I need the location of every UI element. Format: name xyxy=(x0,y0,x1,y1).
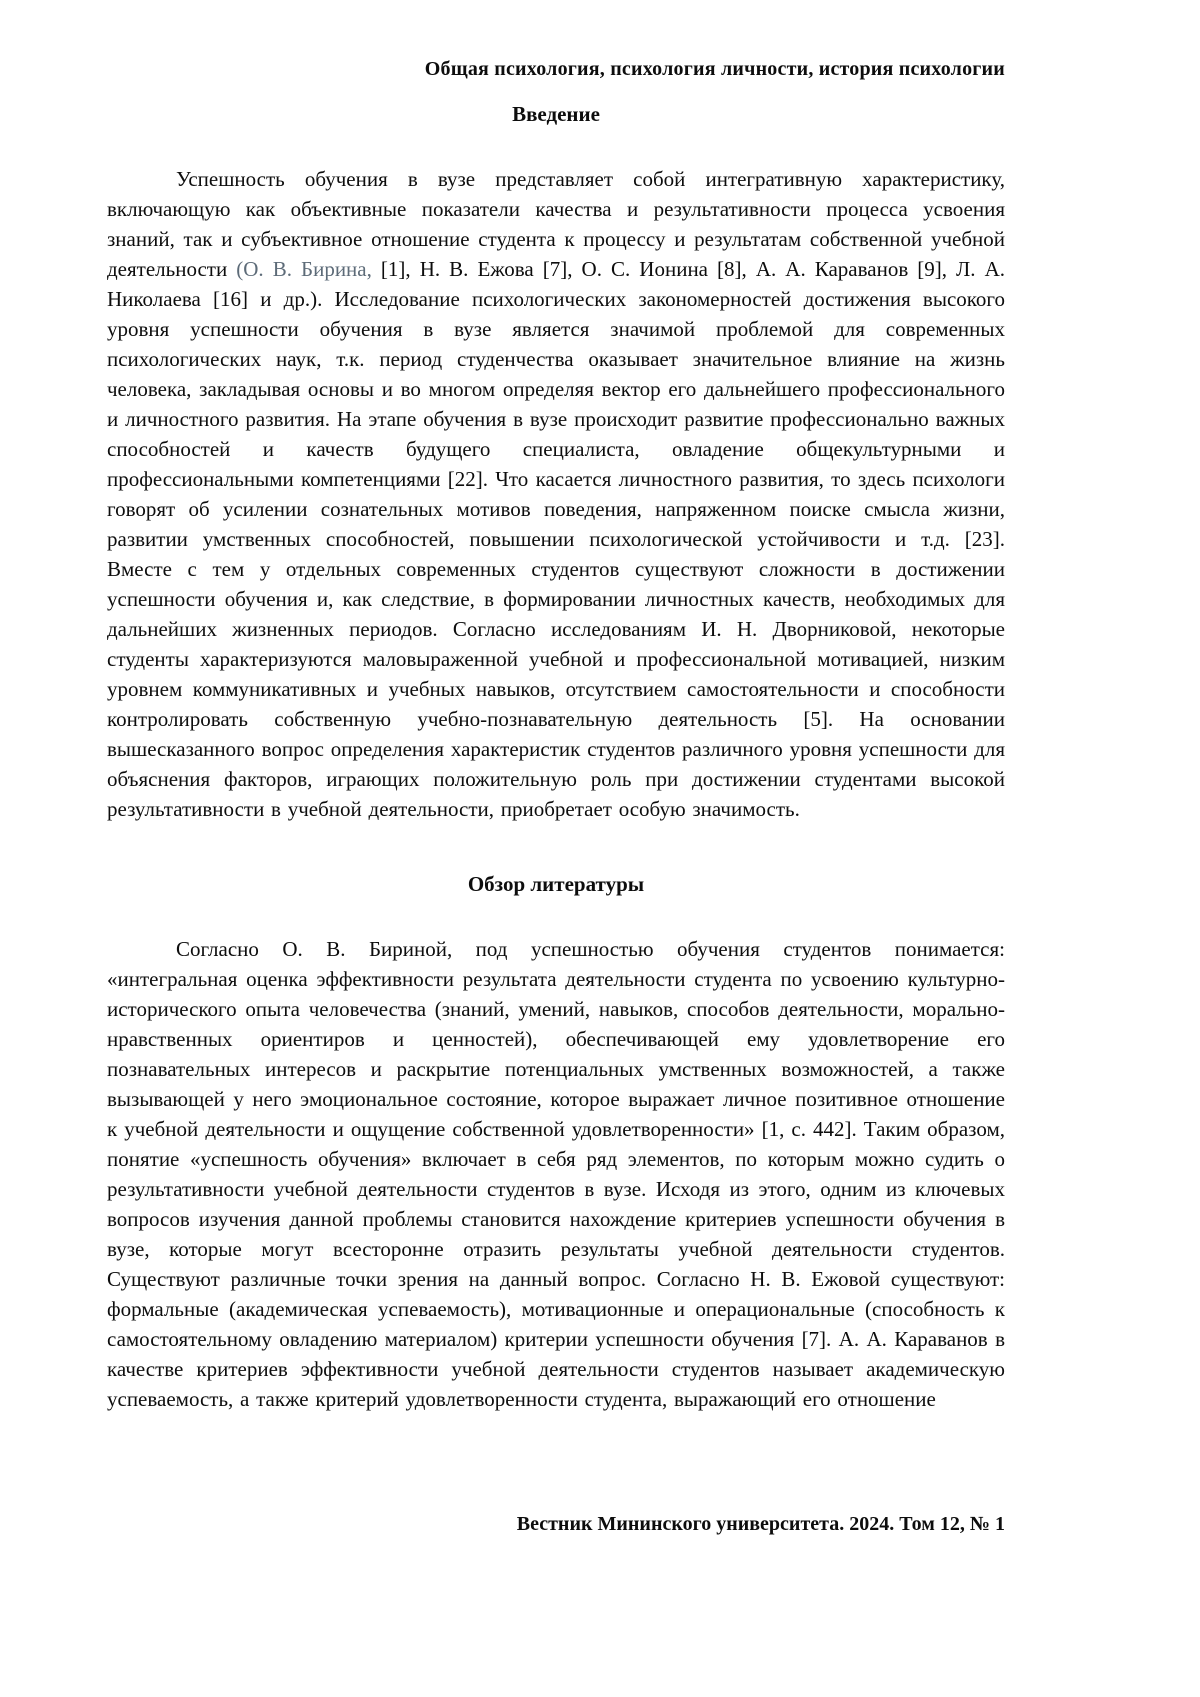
author-citation-link[interactable]: (О. В. Бирина, xyxy=(236,257,372,281)
page-footer: Вестник Мининского университета. 2024. Том 12, № 1 xyxy=(516,1513,1005,1535)
paragraph xyxy=(107,934,1005,1414)
body-text: Успешность обучения в вузе представляет собой интегративную характеристику, включающую как объективные показатели качества и результативности процесса усвоения знаний, так и субъективное отношение студента к процессу и результатам собственной учебной деятельности xyxy=(107,167,1005,281)
section-title: Обзор литературы xyxy=(467,872,645,896)
body-text: Согласно О. В. Бириной, под успешностью обучения студентов понимается: «интегральная оценка эффективности результата деятельности студента по усвоению культурно-исторического опыта человечества (знаний, умений, навыков, способов деятельности, морально-нравственных ориентиров и ценностей), обеспечивающей ему удовлетворение его познавательных интересов и раскрытие потенциальных умственных возможностей, а также вызывающей у него эмоциональное состояние, которое выражает личное позитивное отношение к учебной деятельности и ощущение собственной удовлетворенности» [1, с. 442]. Таким образом, понятие «успешность обучения» включает в себя ряд элементов, по которым можно судить о результативности учебной деятельности студентов в вузе. Исходя из этого, одним из ключевых вопросов изучения данной проблемы становится нахождение критериев успешности обучения в вузе, которые могут всесторонне отразить результаты учебной деятельности студентов. Существуют различные точки зрения на данный вопрос. Согласно Н. В. Ежовой существуют: формальные (академическая успеваемость), мотивационные и операциональные (способность к самостоятельному овладению материалом) критерии успешности обучения [7]. А. А. Караванов в качестве критериев эффективности учебной деятельности студентов называет академическую успеваемость, а также критерий удовлетворенности студента, выражающий его отношение xyxy=(107,937,1005,1411)
paragraph xyxy=(107,164,1005,824)
section-title: Введение xyxy=(512,102,600,126)
document-body xyxy=(107,100,1005,1414)
body-text: [1], Н. В. Ежова [7], О. С. Ионина [8], А. А. Караванов [9], Л. А. Николаева [16] и др.). Исследование психологических закономерностей достижения высокого уровня успешности обучения в вузе является значимой проблемой для современных психологических наук, т.к. период студенчества оказывает значительное влияние на жизнь человека, закладывая основы и во многом определяя вектор его дальнейшего профессионального и личностного развития. На этапе обучения в вузе происходит развитие профессионально важных способностей и качеств будущего специалиста, овладение общекультурными и профессиональными компетенциями [22]. Что касается личностного развития, то здесь психологи говорят об усилении сознательных мотивов поведения, напряженном поиске смысла жизни, развитии умственных способностей, повышении психологической устойчивости и т.д. [23]. Вместе с тем у отдельных современных студентов существуют сложности в достижении успешности обучения и, как следствие, в формировании личностных качеств, необходимых для дальнейших жизненных периодов. Согласно исследованиям И. Н. Дворниковой, некоторые студенты характеризуются маловыраженной учебной и профессиональной мотивацией, низким уровнем коммуникативных и учебных навыков, отсутствием самостоятельности и способности контролировать собственную учебно-познавательную деятельность [5]. На основании вышесказанного вопрос определения характеристик студентов различного уровня успешности для объяснения факторов, играющих положительную роль при достижении студентами высокой результативности в учебной деятельности, приобретает особую значимость. xyxy=(107,257,1006,821)
page-header: Общая психология, психология личности, история психологии xyxy=(424,58,1005,80)
